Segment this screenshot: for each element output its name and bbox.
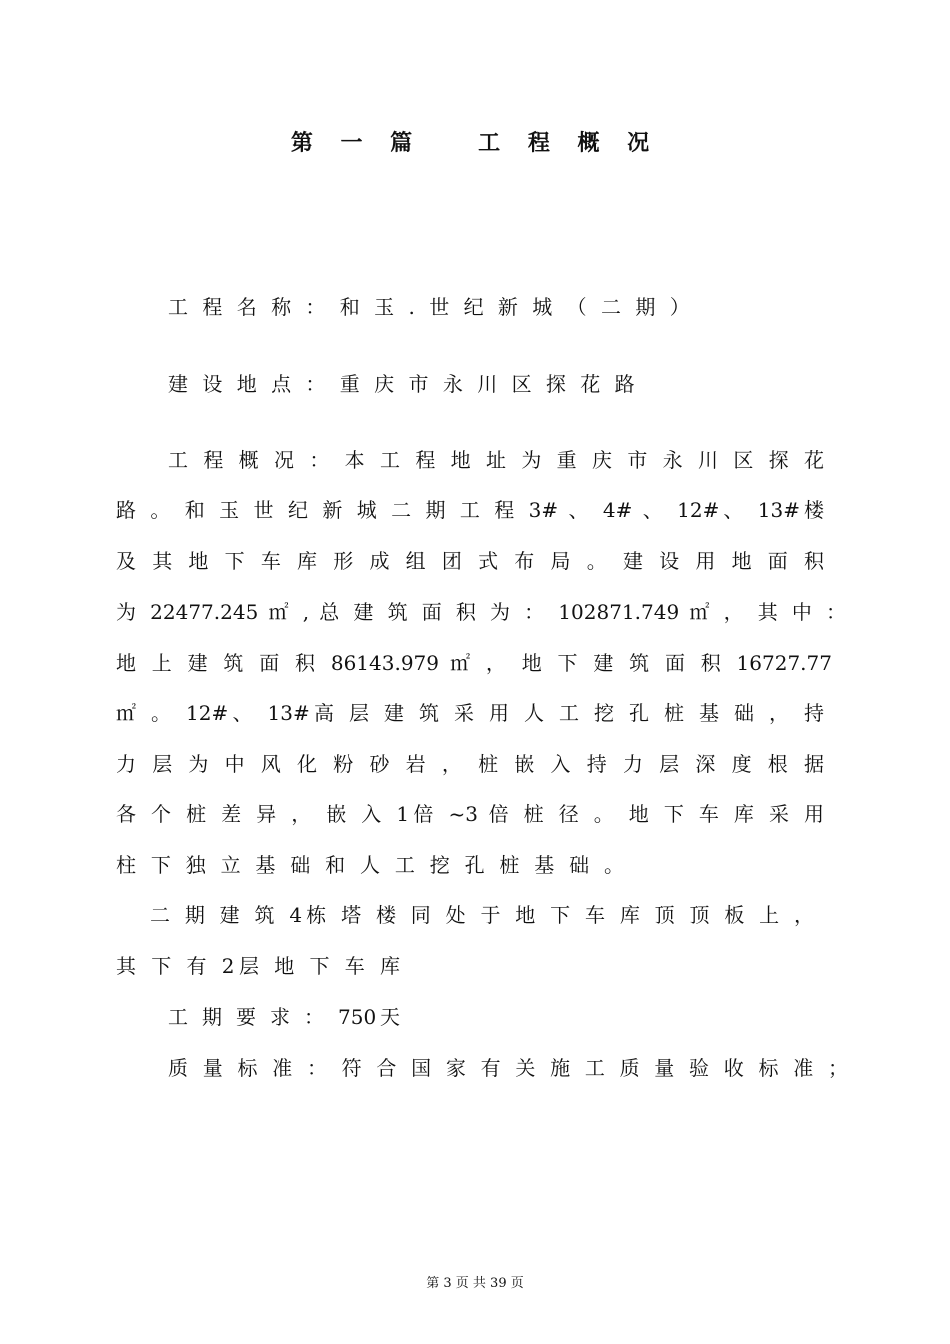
chapter-name: 工 程 概 况 bbox=[478, 131, 660, 156]
quality-standard-line: 质 量 标 准 ： 符 合 国 家 有 关 施 工 质 量 验 收 标 准 ； bbox=[168, 1056, 848, 1080]
chapter-number: 第 一 篇 bbox=[290, 131, 423, 156]
overview-line-4: 为 22477.245 ㎡ , 总 建 筑 面 积 为 ： 102871.749 ㎡ ， 其 中 ： bbox=[116, 600, 846, 624]
overview-line-1: 工 程 概 况 ： 本 工 程 地 址 为 重 庆 市 永 川 区 探 花 bbox=[168, 448, 824, 472]
overview-line-3: 及 其 地 下 车 库 形 成 组 团 式 布 局 。 建 设 用 地 面 积 bbox=[116, 549, 824, 573]
project-name-line: 工 程 名 称 ： 和 玉 . 世 纪 新 城 （ 二 期 ） bbox=[168, 295, 694, 319]
overview-line-6: ㎡ 。 12#、 13#高 层 建 筑 采 用 人 工 挖 孔 桩 基 础 ， 持 bbox=[116, 701, 824, 725]
page-footer: 第 3 页 共 39 页 bbox=[426, 1276, 524, 1291]
project-location-line: 建 设 地 点 ： 重 庆 市 永 川 区 探 花 路 bbox=[168, 372, 639, 396]
overview-line-7: 力 层 为 中 风 化 粉 砂 岩 ， 桩 嵌 入 持 力 层 深 度 根 据 bbox=[116, 752, 824, 776]
towers-line-1: 二 期 建 筑 4栋 塔 楼 同 处 于 地 下 车 库 顶 顶 板 上 ， bbox=[150, 903, 814, 927]
overview-line-9: 柱 下 独 立 基 础 和 人 工 挖 孔 桩 基 础 。 bbox=[116, 853, 624, 877]
overview-line-5: 地 上 建 筑 面 积 86143.979 ㎡ ， 地 下 建 筑 面 积 16727.77 bbox=[116, 651, 832, 675]
schedule-line: 工 期 要 求 ： 750天 bbox=[168, 1005, 400, 1029]
overview-line-8: 各 个 桩 差 异 ， 嵌 入 1倍 ~3 倍 桩 径 。 地 下 车 库 采 用 bbox=[116, 802, 824, 826]
chapter-title bbox=[0, 126, 950, 157]
towers-line-2: 其 下 有 2层 地 下 车 库 bbox=[116, 954, 400, 978]
overview-line-2: 路 。 和 玉 世 纪 新 城 二 期 工 程 3# 、 4# 、 12#、 13#楼 bbox=[116, 498, 824, 522]
